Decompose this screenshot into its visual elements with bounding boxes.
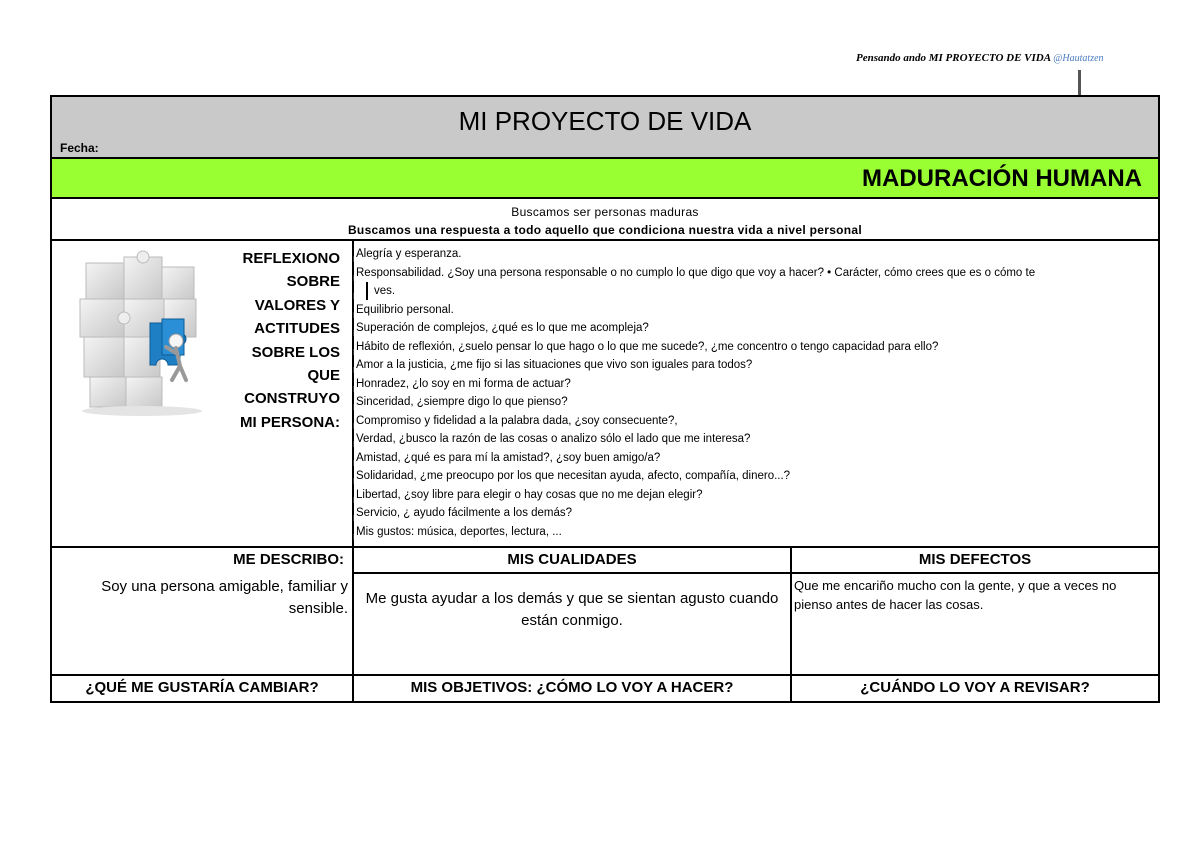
header-note-text: Pensando ando MI PROYECTO DE VIDA <box>856 52 1051 64</box>
intro-line-1: Buscamos ser personas maduras <box>511 205 699 219</box>
list-item: Servicio, ¿ ayudo fácilmente a los demás? <box>354 504 1154 523</box>
list-item: Amistad, ¿qué es para mí la amistad?, ¿soy buen amigo/a? <box>354 449 1154 468</box>
page-title: MI PROYECTO DE VIDA <box>458 106 752 136</box>
cambiar-header: ¿QUÉ ME GUSTARÍA CAMBIAR? <box>85 679 319 696</box>
list-item: Libertad, ¿soy libre para elegir o hay cosas que no me dejan elegir? <box>354 486 1154 505</box>
puzzle-person-illustration <box>64 249 212 419</box>
reflect-label-line: SOBRE <box>286 273 340 291</box>
list-item: Responsabilidad. ¿Soy una persona responsable o no cumplo lo que digo que voy a hacer? • Carácter, cómo crees que es o cómo te <box>354 264 1154 283</box>
reflect-label-line: MI PERSONA: <box>239 413 340 431</box>
text-cursor-marker <box>366 282 368 300</box>
list-item: Hábito de reflexión, ¿suelo pensar lo que hago o lo que me sucede?, ¿me concentro o tengo capacidad para ello? <box>354 338 1154 357</box>
list-item: Sinceridad, ¿siempre digo lo que pienso? <box>354 393 1154 412</box>
list-item: Amor a la justicia, ¿me fijo si las situaciones que vivo son iguales para todos? <box>354 356 1154 375</box>
row-divider <box>354 572 1158 574</box>
header-handle: @Hautatzen <box>1053 53 1104 64</box>
reflect-label-line: ACTITUDES <box>254 320 340 338</box>
header-note <box>856 52 1104 64</box>
revisar-header: ¿CUÁNDO LO VOY A REVISAR? <box>860 679 1090 696</box>
intro-line-2: Buscamos una respuesta a todo aquello que condiciona nuestra vida a nivel personal <box>347 223 863 237</box>
section-title: MADURACIÓN HUMANA <box>862 165 1142 192</box>
lower-grid <box>52 548 1158 701</box>
cualidades-text: Me gusta ayudar a los demás y que se sientan agusto cuando están conmigo. <box>365 590 779 629</box>
cualidades-header: MIS CUALIDADES <box>507 551 637 568</box>
row-divider <box>52 674 1158 676</box>
reflect-label-line: QUE <box>307 367 340 385</box>
header-divider <box>1078 70 1081 98</box>
describo-label: ME DESCRIBO: <box>233 551 344 568</box>
reflect-label-line: VALORES Y <box>254 296 340 314</box>
list-item-text: ves. <box>374 285 396 298</box>
objetivos-header: MIS OBJETIVOS: ¿CÓMO LO VOY A HACER? <box>410 679 734 696</box>
list-item: Honradez, ¿lo soy en mi forma de actuar? <box>354 375 1154 394</box>
list-item <box>354 282 1154 301</box>
project-sheet <box>50 95 1160 703</box>
reflect-row <box>52 241 1158 548</box>
reflect-label-line: CONSTRUYO <box>244 390 340 408</box>
reflect-label <box>212 247 340 434</box>
values-list <box>354 245 1154 541</box>
list-item: Mis gustos: música, deportes, lectura, ... <box>354 523 1154 542</box>
title-row <box>52 97 1158 159</box>
defectos-text: Que me encariño mucho con la gente, y que a veces no pienso antes de hacer las cosas. <box>794 578 1117 612</box>
list-item: Alegría y esperanza. <box>354 245 1154 264</box>
describo-text: Soy una persona amigable, familiar y sensible. <box>101 578 348 617</box>
fecha-label: Fecha: <box>60 141 99 155</box>
list-item: Superación de complejos, ¿qué es lo que me acompleja? <box>354 319 1154 338</box>
defectos-header: MIS DEFECTOS <box>918 551 1032 568</box>
list-item: Equilibrio personal. <box>354 301 1154 320</box>
list-item: Compromiso y fidelidad a la palabra dada, ¿soy consecuente?, <box>354 412 1154 431</box>
list-item: Verdad, ¿busco la razón de las cosas o analizo sólo el lado que me interesa? <box>354 430 1154 449</box>
reflect-label-line: SOBRE LOS <box>251 343 340 361</box>
intro-row <box>52 199 1158 241</box>
list-item: Solidaridad, ¿me preocupo por los que necesitan ayuda, afecto, compañía, dinero...? <box>354 467 1154 486</box>
section-row <box>52 159 1158 199</box>
reflect-label-line: REFLEXIONO <box>242 250 340 267</box>
